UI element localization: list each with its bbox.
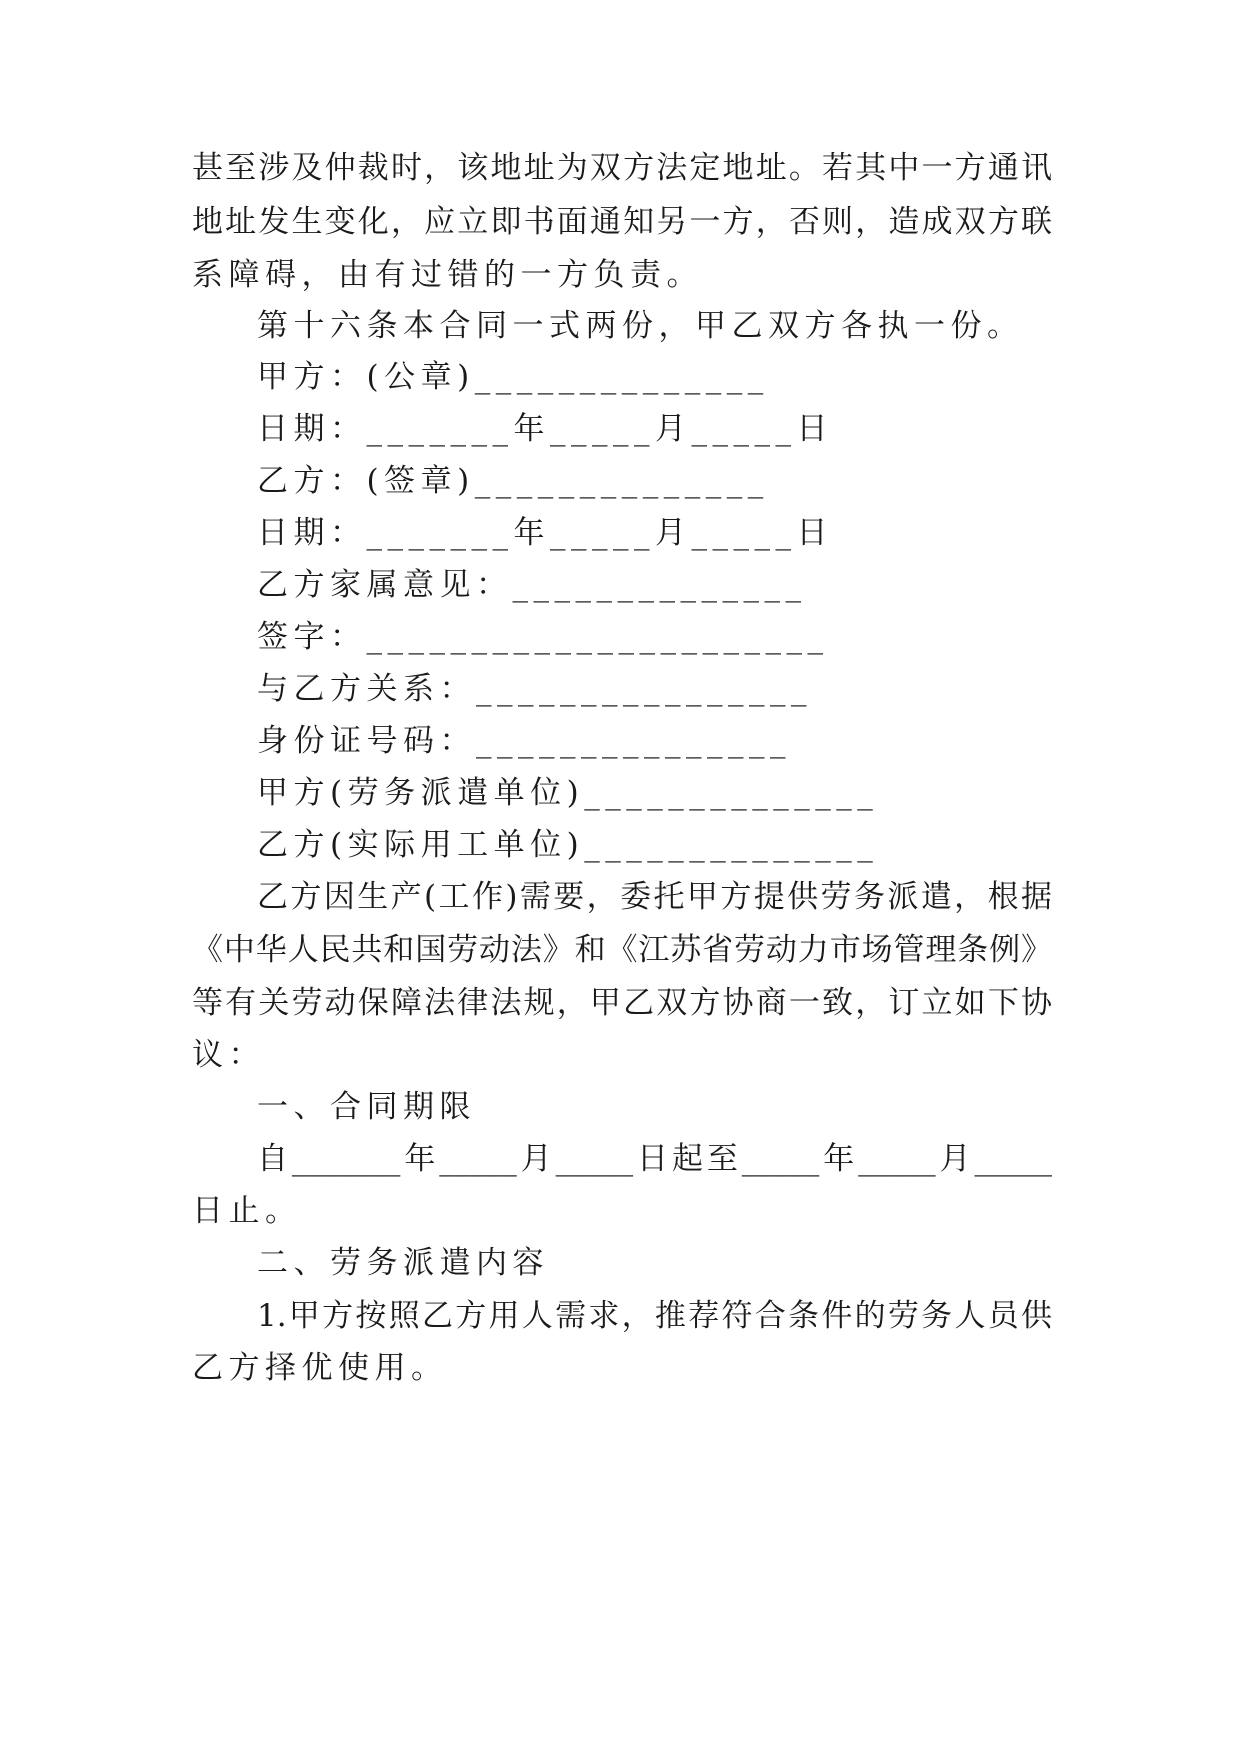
paragraph-line: 乙方因生产(工作)需要，委托甲方提供劳务派遣，根据 — [257, 879, 1052, 915]
paragraph-line: 日止。 — [192, 1193, 302, 1229]
family-opinion-line: 乙方家属意见：______________ — [257, 567, 807, 603]
dispatch-unit-line: 甲方(劳务派遣单位)______________ — [257, 775, 879, 811]
signature-line: 签字：______________________ — [257, 619, 829, 655]
clause-line: 第十六条本合同一式两份，甲乙双方各执一份。 — [257, 308, 1024, 344]
paragraph-line: 《中华人民共和国劳动法》和《江苏省劳动力市场管理条例》 — [192, 932, 1052, 968]
relationship-line: 与乙方关系：________________ — [257, 671, 812, 707]
paragraph-line: 系障碍，由有过错的一方负责。 — [192, 257, 703, 293]
contract-term-line: 自_______年_____月_____日起至_____年_____月_____ — [257, 1141, 1052, 1177]
paragraph-line: 甚至涉及仲裁时，该地址为双方法定地址。若其中一方通讯 — [192, 150, 1052, 186]
paragraph-line: 乙方择优使用。 — [192, 1350, 448, 1386]
paragraph-line: 议： — [192, 1037, 265, 1073]
paragraph-line: 地址发生变化，应立即书面通知另一方，否则，造成双方联 — [192, 204, 1052, 240]
paragraph-line: 1.甲方按照乙方用人需求，推荐符合条件的劳务人员供 — [257, 1298, 1052, 1334]
section-heading: 一、合同期限 — [257, 1089, 476, 1125]
date-line: 日期：_______年_____月_____日 — [257, 411, 833, 447]
id-number-line: 身份证号码：_______________ — [257, 723, 791, 759]
employer-unit-line: 乙方(实际用工单位)______________ — [257, 827, 879, 863]
party-b-sign-line: 乙方：(签章)______________ — [257, 463, 769, 499]
party-a-seal-line: 甲方：(公章)______________ — [257, 359, 769, 395]
paragraph-line: 等有关劳动保障法律法规，甲乙双方协商一致，订立如下协 — [192, 985, 1052, 1021]
section-heading: 二、劳务派遣内容 — [257, 1245, 549, 1281]
date-line: 日期：_______年_____月_____日 — [257, 515, 833, 551]
